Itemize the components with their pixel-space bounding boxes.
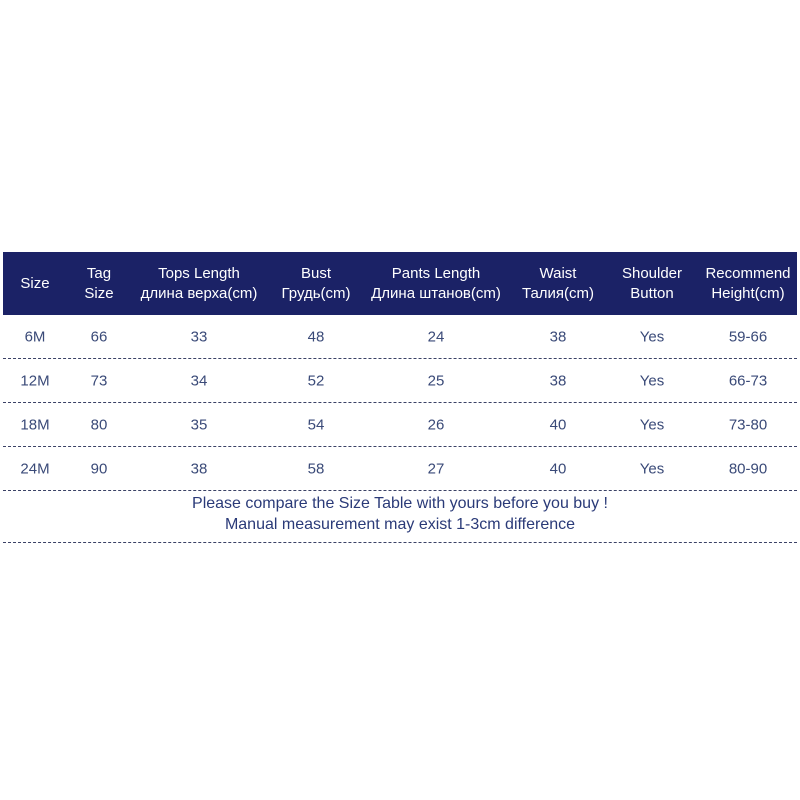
header-height-line2: Height(cm): [711, 284, 785, 302]
note-line-measurement: Manual measurement may exist 1-3cm difference: [224, 516, 576, 533]
cell-bust: 52: [307, 372, 325, 389]
cell-shoulder-button: Yes: [639, 416, 665, 433]
table-row: [3, 315, 797, 359]
header-waist-line1: Waist: [539, 264, 577, 282]
cell-recommend-height: 80-90: [728, 460, 768, 477]
cell-tops-length: 33: [190, 328, 208, 345]
cell-size: 6M: [24, 328, 46, 345]
cell-bust: 54: [307, 416, 325, 433]
cell-shoulder-button: Yes: [639, 328, 665, 345]
header-waist-line2: Талия(cm): [521, 284, 595, 302]
header-pants-length: [371, 264, 501, 304]
cell-size: 18M: [20, 416, 50, 433]
table-row: [3, 359, 797, 403]
header-waist: [522, 264, 594, 304]
table-header: [3, 252, 797, 315]
cell-pants-length: 26: [427, 416, 445, 433]
cell-recommend-height: 66-73: [728, 372, 768, 389]
cell-size: 12M: [20, 372, 50, 389]
header-tops-length-line1: Tops Length: [158, 264, 240, 282]
header-recommend-height: [705, 264, 790, 304]
cell-size: 24M: [20, 460, 50, 477]
cell-pants-length: 27: [427, 460, 445, 477]
table-row: [3, 403, 797, 447]
cell-recommend-height: 59-66: [728, 328, 768, 345]
header-tag-size-line1: Tag: [86, 264, 112, 282]
cell-tops-length: 35: [190, 416, 208, 433]
cell-shoulder-button: Yes: [639, 460, 665, 477]
note-line-compare: Please compare the Size Table with yours before you buy !: [192, 495, 608, 512]
header-tag-size: [84, 264, 113, 304]
cell-shoulder-button: Yes: [639, 372, 665, 389]
header-tops-length-line2: длина верха(cm): [140, 284, 258, 302]
cell-waist: 38: [549, 372, 567, 389]
cell-bust: 48: [307, 328, 325, 345]
cell-tag-size: 80: [90, 416, 108, 433]
cell-tag-size: 66: [90, 328, 108, 345]
header-shoulder-button: [622, 264, 682, 304]
cell-tag-size: 90: [90, 460, 108, 477]
header-shoulder-line2: Button: [630, 284, 674, 302]
cell-waist: 40: [549, 460, 567, 477]
header-tag-size-line2: Size: [84, 284, 114, 302]
cell-waist: 38: [549, 328, 567, 345]
header-bust-line1: Bust: [300, 264, 332, 282]
cell-recommend-height: 73-80: [728, 416, 768, 433]
header-pants-length-line1: Pants Length: [391, 264, 481, 282]
table-row: [3, 447, 797, 491]
header-bust-line2: Грудь(cm): [281, 284, 351, 302]
cell-bust: 58: [307, 460, 325, 477]
header-pants-length-line2: Длина штанов(cm): [371, 284, 501, 302]
size-table: [3, 252, 797, 543]
cell-pants-length: 24: [427, 328, 445, 345]
cell-tops-length: 34: [190, 372, 208, 389]
header-height-line1: Recommend: [705, 264, 791, 282]
cell-pants-length: 25: [427, 372, 445, 389]
size-table-note: [3, 491, 797, 543]
cell-waist: 40: [549, 416, 567, 433]
header-tops-length: [141, 264, 258, 304]
header-shoulder-line1: Shoulder: [621, 264, 683, 282]
header-size: Size: [20, 274, 50, 292]
header-bust: [281, 264, 350, 304]
cell-tops-length: 38: [190, 460, 208, 477]
cell-tag-size: 73: [90, 372, 108, 389]
